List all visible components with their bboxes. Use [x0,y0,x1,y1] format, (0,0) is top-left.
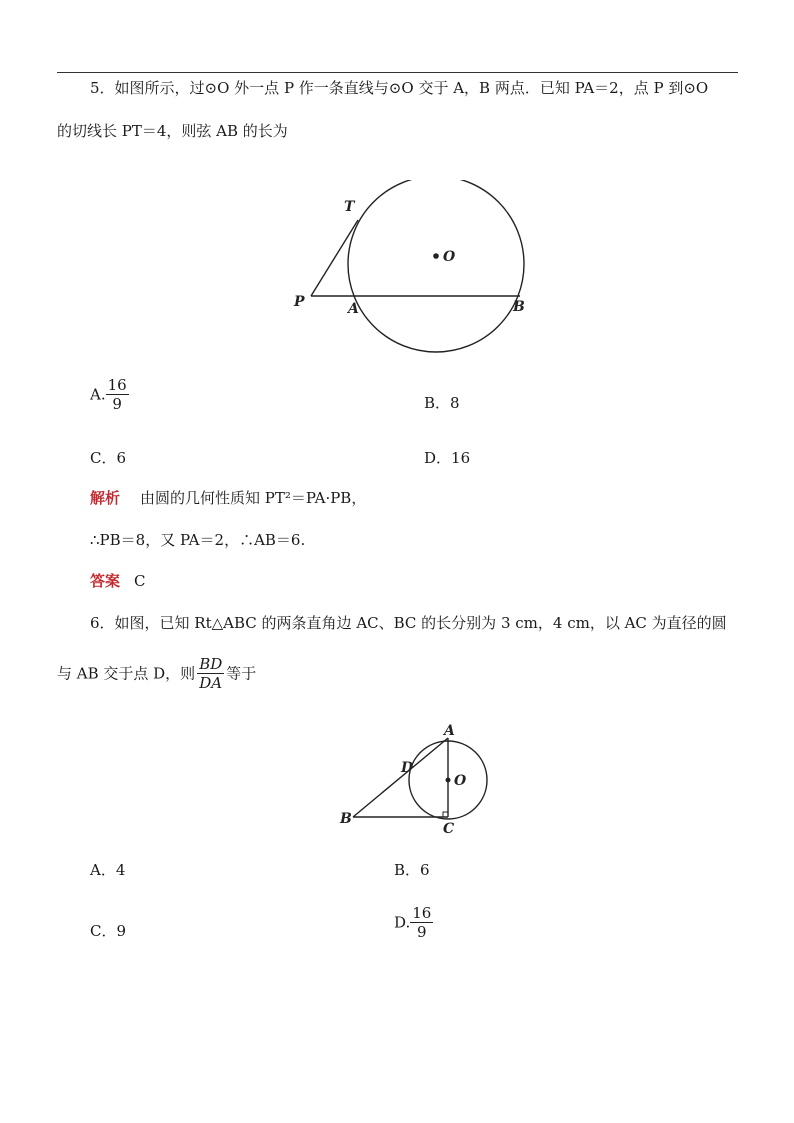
q6-label-o: O [454,773,467,789]
q6-stem-line1: 6．如图，已知 Rt△ABC 的两条直角边 AC、BC 的长分别为 3 cm，4 cm，以 AC 为直径的圆 [90,614,727,632]
q6-option-d: D. $\frac{16}{9}$ [394,904,432,941]
q6-option-b: B．6 [394,861,430,879]
q6-stem-line2: 与 AB 交于点 D，则 $\frac{BD}{DA}$ 等于 [57,655,257,692]
q6-label-a: A [444,723,455,739]
q6-frac-den: DA [199,674,223,692]
q5-label-b: B [513,299,525,315]
q6-option-a: A．4 [90,861,126,879]
q5-label-t: T [344,199,355,215]
answer-label: 答案 [90,572,121,590]
q5-stem-line2: 的切线长 PT＝4，则弦 AB 的长为 [57,122,288,140]
q5-option-a-num: 16 [107,376,127,394]
q6-option-d-den: 9 [417,923,427,941]
q5-option-b: B．8 [424,394,460,412]
q6-label-c: C [443,821,455,837]
solution-label: 解析 [90,489,121,507]
q6-label-b: B [340,811,352,827]
q5-figure [280,180,540,355]
q6-option-c: C．9 [90,922,127,940]
q6-side-ab [353,738,448,817]
q5-option-a: A. $\frac{16}{9}$ [90,376,127,413]
q5-stem-line1: 5．如图所示，过⊙O 外一点 P 作一条直线与⊙O 交于 A，B 两点．已知 PA＝2，点 P 到⊙O [90,79,709,97]
q5-circle [348,180,524,352]
q5-option-c: C．6 [90,449,127,467]
q6-frac-num: BD [199,655,223,673]
q5-label-p: P [294,294,305,310]
q6-option-d-num: 16 [412,904,432,922]
q5-option-d: D．16 [424,449,471,467]
q5-label-o: O [443,249,456,265]
q6-right-angle-mark [443,812,448,817]
q5-center-dot [433,253,439,259]
q5-answer: 答案 C [90,572,146,590]
q5-label-a: A [348,301,359,317]
q6-figure [335,722,505,842]
q5-solution-line1: 解析 由圆的几何性质知 PT²＝PA·PB， [90,489,367,507]
header-rule [57,72,738,73]
q5-solution-line2: ∴PB＝8，又 PA＝2，∴AB＝6. [90,531,306,549]
q6-label-d: D [401,760,414,776]
q5-option-a-den: 9 [112,395,122,413]
q6-center-dot [446,778,451,783]
